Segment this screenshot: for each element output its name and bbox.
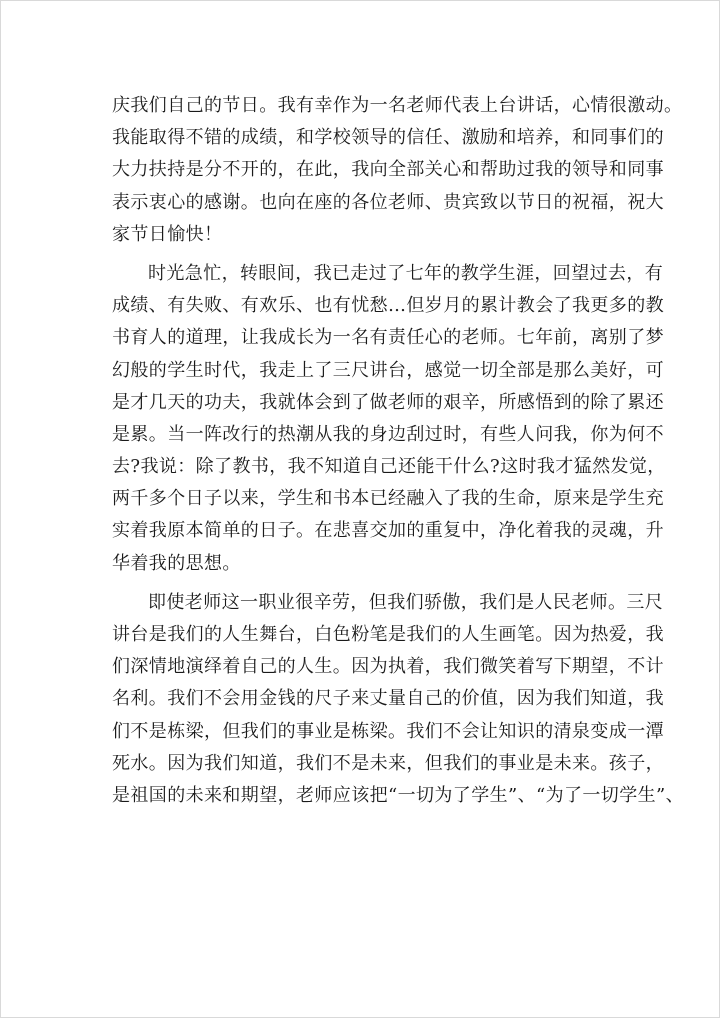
- paragraph-spacer: [112, 580, 617, 587]
- text-line: 庆我们自己的节日。我有幸作为一名老师代表上台讲话，心情很激动。: [112, 95, 683, 116]
- text-line: 家节日愉快！: [112, 223, 223, 245]
- text-line: 是祖国的未来和期望，老师应该把“一切为了学生”、“为了一切学生”、: [112, 784, 685, 806]
- text-line: 去?我说：除了教书，我不知道自己还能干什么?这时我才猛然发觉，: [112, 456, 666, 478]
- text-line: 们不是栋梁，但我们的事业是栋梁。我们不会让知识的清泉变成一潭: [112, 720, 664, 742]
- text-line: 名利。我们不会用金钱的尺子来丈量自己的价值，因为我们知道，我: [112, 688, 664, 710]
- text-line: 是累。当一阵改行的热潮从我的身边刮过时，有些人问我，你为何不: [112, 423, 664, 445]
- text-line: 两千多个日子以来，学生和书本已经融入了我的生命，原来是学生充: [112, 488, 664, 510]
- text-line: 我能取得不错的成绩，和学校领导的信任、激励和培养，和同事们的: [112, 127, 664, 149]
- text-line: 即使老师这一职业很辛劳，但我们骄傲，我们是人民老师。三尺: [148, 591, 664, 613]
- document-body: [112, 90, 685, 812]
- paragraph: [112, 587, 685, 812]
- text-line: 实着我原本简单的日子。在悲喜交加的重复中，净化着我的灵魂，升: [112, 520, 664, 542]
- text-line: 成绩、有失败、有欢乐、也有忧愁…但岁月的累计教会了我更多的教: [112, 295, 664, 317]
- text-line: 是才几天的功夫，我就体会到了做老师的艰辛，所感悟到的除了累还: [112, 391, 664, 413]
- text-line: 们深情地演绎着自己的人生。因为执着，我们微笑着写下期望，不计: [112, 656, 664, 678]
- text-line: 时光急忙，转眼间，我已走过了七年的教学生涯，回望过去，有: [148, 262, 664, 284]
- text-line: 表示衷心的感谢。也向在座的各位老师、贵宾致以节日的祝福，祝大: [112, 191, 664, 213]
- text-line: 书育人的道理，让我成长为一名有责任心的老师。七年前，离别了梦: [112, 327, 664, 349]
- text-line: 幻般的学生时代，我走上了三尺讲台，感觉一切全部是那么美好，可: [112, 359, 664, 381]
- paragraph: [112, 258, 666, 580]
- paragraph: [112, 90, 683, 251]
- text-line: 讲台是我们的人生舞台，白色粉笔是我们的人生画笔。因为热爱，我: [112, 624, 664, 645]
- text-line: 华着我的思想。: [112, 552, 241, 574]
- paragraph-spacer: [112, 251, 617, 258]
- text-line: 大力扶持是分不开的，在此，我向全部关心和帮助过我的领导和同事: [112, 159, 664, 181]
- text-line: 死水。因为我们知道，我们不是未来，但我们的事业是未来。孩子，: [112, 752, 664, 774]
